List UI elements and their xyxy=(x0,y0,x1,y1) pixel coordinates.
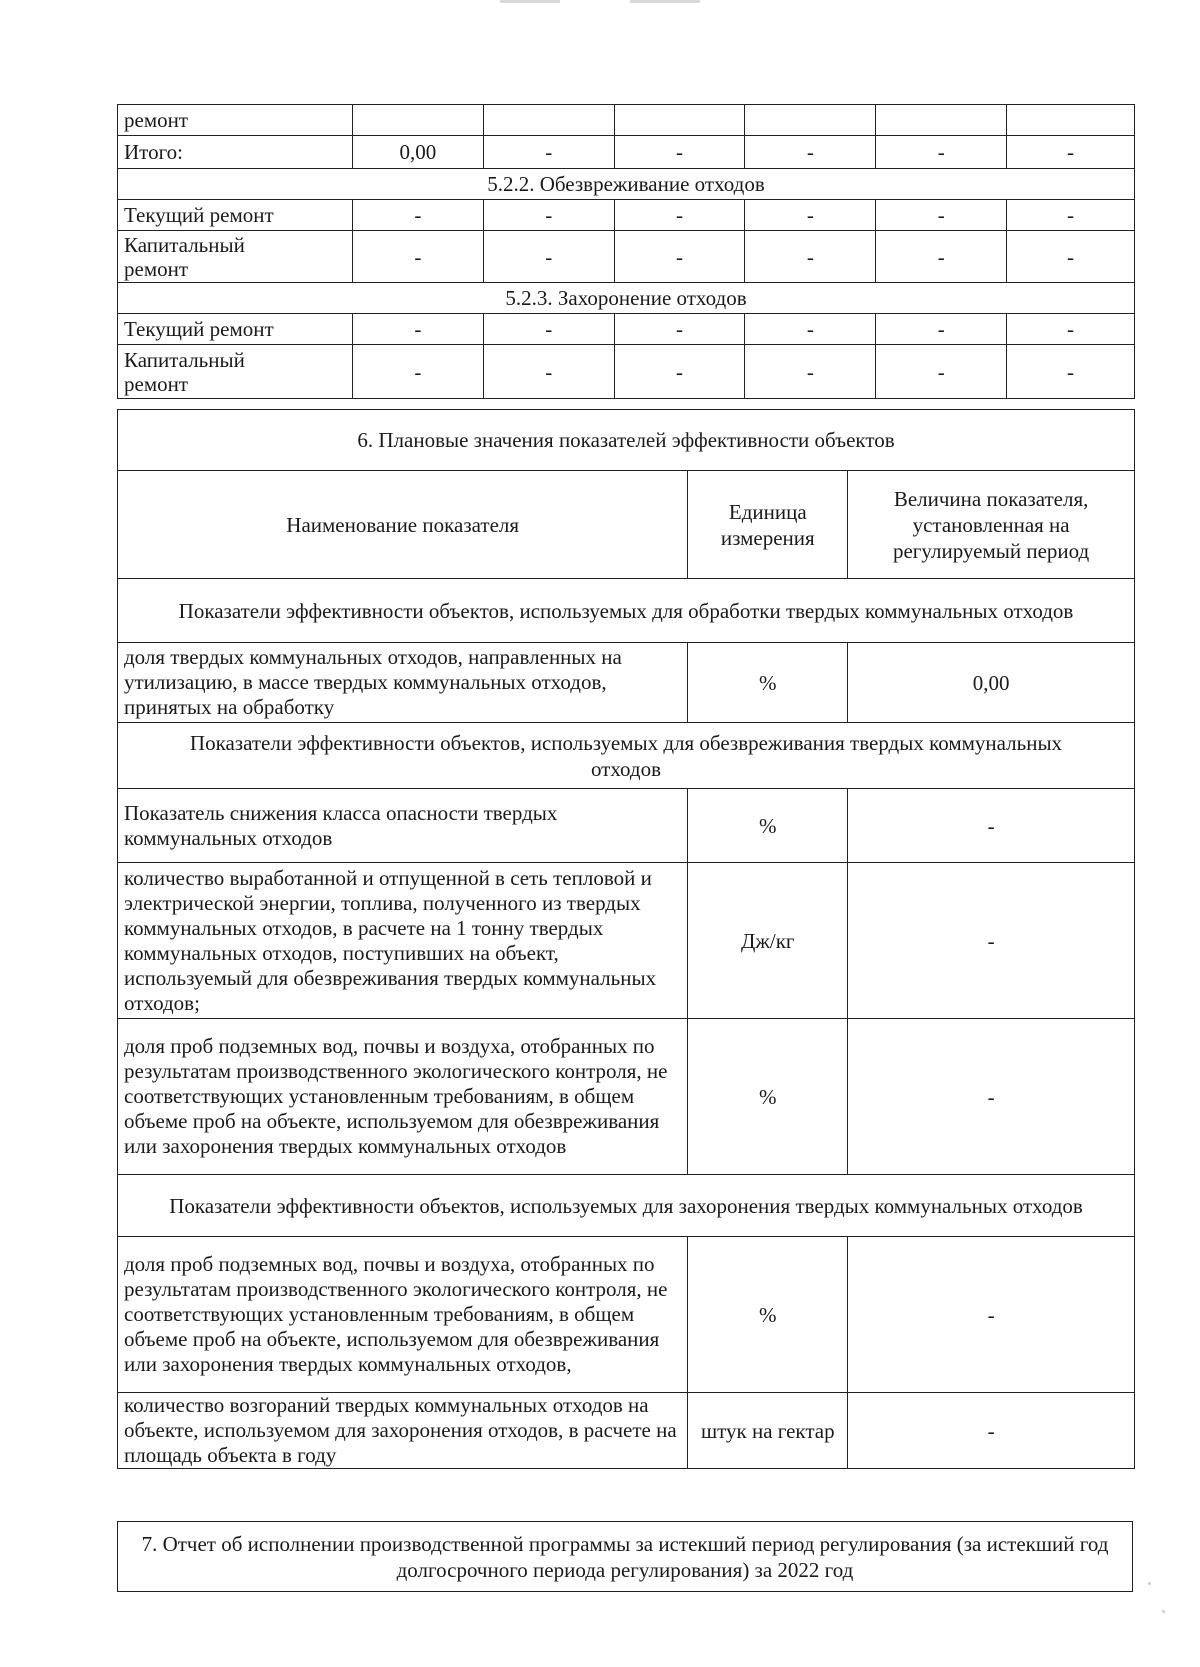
value-cell: - xyxy=(352,345,483,399)
repair-costs-table xyxy=(117,104,1135,399)
indicator-name: Показатель снижения класса опасности твердых коммунальных отходов xyxy=(118,789,688,863)
header-value: Величина показателя, установленная на регулируемый период xyxy=(848,471,1135,579)
value-cell: - xyxy=(614,314,745,345)
value-cell: - xyxy=(483,200,614,231)
value-cell: - xyxy=(745,136,876,169)
value-cell: - xyxy=(1007,200,1135,231)
scan-speck xyxy=(1148,1582,1151,1585)
row-label: Итого: xyxy=(118,136,353,169)
row-label: Текущий ремонт xyxy=(118,314,353,345)
value-cell: - xyxy=(614,136,745,169)
table-row xyxy=(118,231,1135,283)
section-title: 5.2.2. Обезвреживание отходов xyxy=(118,169,1135,200)
value-cell: - xyxy=(745,200,876,231)
value-cell: - xyxy=(745,314,876,345)
value-cell: - xyxy=(876,231,1007,283)
value-cell xyxy=(483,105,614,136)
indicator-value: - xyxy=(848,789,1135,863)
indicator-unit: % xyxy=(688,1019,848,1175)
indicator-value: - xyxy=(848,863,1135,1019)
indicator-name: доля проб подземных вод, почвы и воздуха, отобранных по результатам производственного экологического контроля, не соответствующих установленным требованиям, в общем объеме проб на объекте, используемом для обезвреживания или захоронения твердых коммунальных отходов xyxy=(118,1019,688,1175)
indicator-unit: % xyxy=(688,789,848,863)
indicator-unit: % xyxy=(688,1237,848,1393)
value-cell: - xyxy=(745,345,876,399)
indicator-row xyxy=(118,1393,1135,1469)
value-cell xyxy=(352,105,483,136)
indicator-value: - xyxy=(848,1019,1135,1175)
indicator-name: доля проб подземных вод, почвы и воздуха, отобранных по результатам производственного экологического контроля, не соответствующих установленным требованиям, в общем объеме проб на объекте, используемом для обезвреживания или захоронения твердых коммунальных отходов, xyxy=(118,1237,688,1393)
table-row xyxy=(118,105,1135,136)
value-cell: - xyxy=(483,345,614,399)
indicator-value: 0,00 xyxy=(848,643,1135,723)
indicator-row xyxy=(118,643,1135,723)
value-cell: - xyxy=(352,231,483,283)
row-label: Текущий ремонт xyxy=(118,200,353,231)
table-row xyxy=(118,314,1135,345)
section-row xyxy=(118,169,1135,200)
value-cell: - xyxy=(876,314,1007,345)
value-cell: - xyxy=(745,231,876,283)
section-6-title: 6. Плановые значения показателей эффективности объектов xyxy=(118,410,1135,471)
row-label: Капитальный ремонт xyxy=(118,345,353,399)
value-cell: - xyxy=(483,231,614,283)
value-cell: - xyxy=(1007,231,1135,283)
table-row xyxy=(118,345,1135,399)
value-cell: - xyxy=(614,231,745,283)
value-cell xyxy=(745,105,876,136)
value-cell: - xyxy=(1007,314,1135,345)
value-cell: - xyxy=(483,314,614,345)
indicator-row xyxy=(118,789,1135,863)
indicator-row xyxy=(118,863,1135,1019)
section-title: 5.2.3. Захоронение отходов xyxy=(118,283,1135,314)
table-row xyxy=(118,136,1135,169)
header-unit: Единица измерения xyxy=(688,471,848,579)
value-cell: - xyxy=(614,345,745,399)
efficiency-indicators-table xyxy=(117,409,1135,1469)
indicator-group-title: Показатели эффективности объектов, используемых для обработки твердых коммунальных отходов xyxy=(118,579,1135,643)
section-7-title: 7. Отчет об исполнении производственной программы за истекший период регулирования (за истекший год долгосрочного периода регулирования) за 2022 год xyxy=(118,1522,1133,1592)
report-section-table xyxy=(117,1521,1133,1592)
value-cell: - xyxy=(483,136,614,169)
indicator-group-title: Показатели эффективности объектов, используемых для обезвреживания твердых коммунальных отходов xyxy=(118,723,1135,789)
indicator-name: количество выработанной и отпущенной в сеть тепловой и электрической энергии, топлива, полученного из твердых коммунальных отходов, в расчете на 1 тонну твердых коммунальных отходов, поступивших на объект, используемый для обезвреживания твердых коммунальных отходов; xyxy=(118,863,688,1019)
section-row xyxy=(118,283,1135,314)
value-cell: - xyxy=(352,314,483,345)
indicator-unit: % xyxy=(688,643,848,723)
value-cell: - xyxy=(876,136,1007,169)
indicator-unit: Дж/кг xyxy=(688,863,848,1019)
indicator-value: - xyxy=(848,1237,1135,1393)
header-indicator-name: Наименование показателя xyxy=(118,471,688,579)
value-cell: - xyxy=(1007,345,1135,399)
value-cell: - xyxy=(614,200,745,231)
value-cell: - xyxy=(1007,136,1135,169)
indicator-row xyxy=(118,1019,1135,1175)
indicator-unit: штук на гектар xyxy=(688,1393,848,1469)
scan-top-mark xyxy=(500,0,710,6)
indicator-group-title: Показатели эффективности объектов, используемых для захоронения твердых коммунальных отходов xyxy=(118,1175,1135,1237)
row-label: Капитальный ремонт xyxy=(118,231,353,283)
table-row xyxy=(118,200,1135,231)
section-row xyxy=(118,579,1135,643)
value-cell xyxy=(614,105,745,136)
indicator-value: - xyxy=(848,1393,1135,1469)
indicator-name: количество возгораний твердых коммунальных отходов на объекте, используемом для захоронения отходов, в расчете на площадь объекта в году xyxy=(118,1393,688,1469)
indicator-name: доля твердых коммунальных отходов, направленных на утилизацию, в массе твердых коммунальных отходов, принятых на обработку xyxy=(118,643,688,723)
value-cell: - xyxy=(352,200,483,231)
value-cell xyxy=(876,105,1007,136)
value-cell: - xyxy=(876,345,1007,399)
value-cell: - xyxy=(876,200,1007,231)
value-cell: 0,00 xyxy=(352,136,483,169)
indicator-row xyxy=(118,1237,1135,1393)
scan-speck xyxy=(1162,1610,1165,1613)
row-label: ремонт xyxy=(118,105,353,136)
value-cell xyxy=(1007,105,1135,136)
section-row xyxy=(118,723,1135,789)
section-row xyxy=(118,1175,1135,1237)
